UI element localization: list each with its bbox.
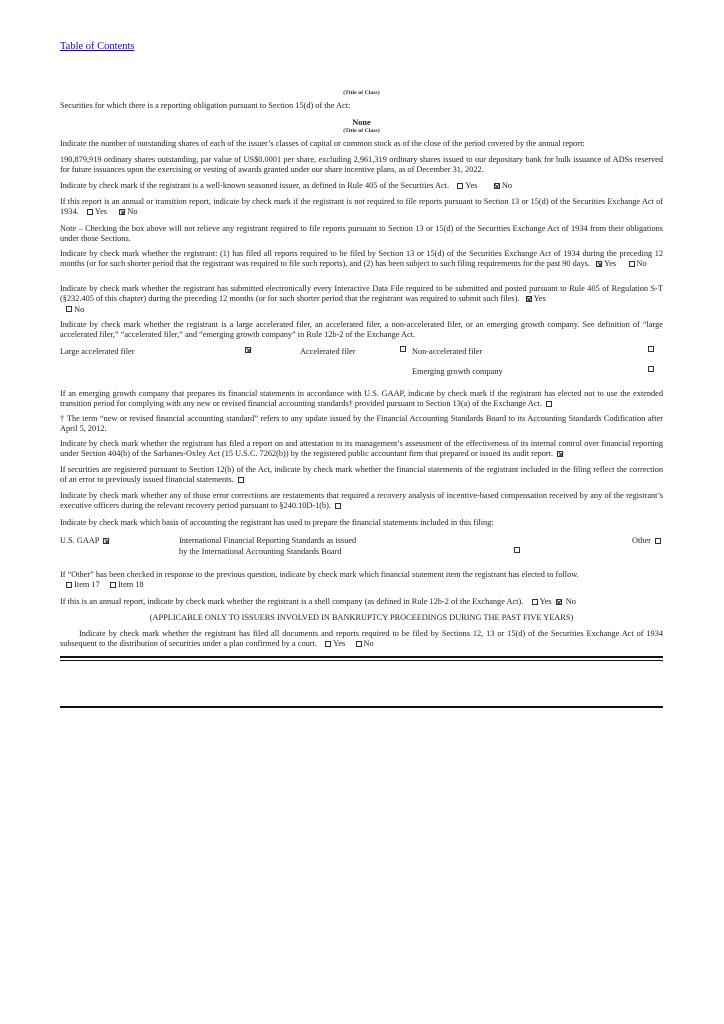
interactive-yes-label: Yes bbox=[533, 294, 546, 304]
section-divider-thick bbox=[60, 656, 663, 658]
restatements-question bbox=[60, 491, 663, 512]
restatements-checkbox[interactable] bbox=[335, 503, 341, 509]
shell-no-label: No bbox=[565, 597, 576, 606]
large-accelerated-filer-checkbox[interactable] bbox=[245, 347, 251, 353]
item17-label: Item 17 bbox=[74, 580, 100, 590]
egc-gaap-checkbox[interactable] bbox=[546, 401, 552, 407]
wksi-yes-label: Yes bbox=[465, 181, 478, 190]
wksi-no-label: No bbox=[501, 181, 513, 190]
wksi-question bbox=[60, 181, 663, 191]
large-accelerated-filer-label: Large accelerated filer bbox=[60, 347, 135, 356]
outstanding-shares-intro: Indicate the number of outstanding shares of each of the issuer’s classes of capital or common stock as of the close of the period covered by the annual report: bbox=[60, 139, 585, 148]
ifrs-label-line1: International Financial Reporting Standards as issued bbox=[179, 536, 357, 545]
non-accelerated-filer-label: Non-accelerated filer bbox=[412, 347, 483, 356]
other-option bbox=[632, 536, 663, 546]
interactive-data-text: Indicate by check mark whether the registrant has submitted electronically every Interactive Data File required to be submitted and posted pursuant to Rule 405 of Regulation S-T (§232.405 of this chapter) during the preceding 12 months (or for such shorter period that the registrant was required to submit such files). bbox=[60, 284, 663, 304]
outstanding-shares-value: 190,879,919 ordinary shares outstanding, par value of US$0.0001 per share, excluding 2,961,319 ordinary shares issued to our depositary bank for bulk issuance of ADSs reserved for future issuances upon the exercising or vesting of awards granted under our share incentive plans, as of December 31, 2022. bbox=[60, 155, 663, 175]
filed-all-no-label: No bbox=[636, 259, 647, 269]
error-correction-question bbox=[60, 465, 663, 486]
other-item-question bbox=[60, 570, 663, 591]
not-required-no-label: No bbox=[127, 207, 138, 217]
shell-company-text: If this is an annual report, indicate by check mark whether the registrant is a shell company (as defined in Rule 12b-2 of the Exchange Act). bbox=[60, 597, 524, 606]
wksi-no-checkbox[interactable] bbox=[494, 183, 500, 189]
shell-yes-label: Yes bbox=[539, 597, 552, 606]
egc-gaap-question bbox=[60, 389, 663, 410]
not-required-question bbox=[60, 197, 663, 218]
emerging-growth-checkbox[interactable] bbox=[648, 366, 654, 372]
wksi-yes-checkbox[interactable] bbox=[457, 183, 463, 189]
not-required-yes-label: Yes bbox=[94, 207, 107, 217]
us-gaap-label: U.S. GAAP bbox=[60, 536, 100, 545]
title-of-class-caption: (Title of Class) bbox=[343, 90, 380, 96]
item17-checkbox[interactable] bbox=[66, 582, 72, 588]
icfr-question bbox=[60, 439, 663, 460]
accelerated-filer-label: Accelerated filer bbox=[300, 347, 356, 356]
not-required-no-checkbox[interactable] bbox=[119, 209, 125, 215]
not-required-text: If this report is an annual or transition report, indicate by check mark if the registrant is not required to file reports pursuant to Section 13 or 15(d) of the Securities Exchange Act of 1934. bbox=[60, 197, 663, 217]
interactive-no-checkbox[interactable] bbox=[66, 306, 72, 312]
not-required-yes-checkbox[interactable] bbox=[87, 209, 93, 215]
error-correction-text: If securities are registered pursuant to Section 12(b) of the Act, indicate by check mark whether the financial statements of the registrant included in the filing reflect the correction of an error to previously issued financial statements. bbox=[60, 465, 663, 485]
ifrs-label-line2: by the International Accounting Standards Board bbox=[179, 547, 342, 556]
bankruptcy-yes-checkbox[interactable] bbox=[325, 641, 331, 647]
other-label: Other bbox=[632, 536, 651, 545]
shell-no-checkbox[interactable] bbox=[556, 599, 562, 605]
section-divider-thin bbox=[60, 660, 663, 661]
bankruptcy-no-checkbox[interactable] bbox=[356, 641, 362, 647]
bankruptcy-text: Indicate by check mark whether the registrant has filed all documents and reports required to be filed by Sections 12, 13 or 15(d) of the Securities Exchange Act of 1934 subsequent to the distribution of securities under a plan confirmed by a court. bbox=[60, 629, 663, 649]
note-paragraph: Note – Checking the box above will not relieve any registrant required to file reports pursuant to Section 13 or 15(d) of the Securities Exchange Act of 1934 from their obligations under those Sections. bbox=[60, 224, 663, 244]
interactive-data-question bbox=[60, 284, 663, 315]
interactive-yes-checkbox[interactable] bbox=[526, 296, 532, 302]
title-of-class-caption-2: (Title of Class) bbox=[343, 128, 380, 134]
icfr-checkbox[interactable] bbox=[557, 451, 563, 457]
us-gaap-option bbox=[60, 536, 111, 546]
bankruptcy-no-label: No bbox=[363, 639, 374, 649]
egc-gaap-text: If an emerging growth company that prepares its financial statements in accordance with U.S. GAAP, indicate by check mark if the registrant has elected not to use the extended transition period for complying with any new or revised financial accounting standards† provided pursuant to Section 13(a) of the Exchange Act. bbox=[60, 389, 663, 409]
non-accelerated-filer-checkbox[interactable] bbox=[648, 346, 654, 352]
shell-yes-checkbox[interactable] bbox=[532, 599, 538, 605]
other-checkbox[interactable] bbox=[655, 538, 661, 544]
filed-all-no-checkbox[interactable] bbox=[629, 261, 635, 267]
error-correction-checkbox[interactable] bbox=[238, 477, 244, 483]
us-gaap-checkbox[interactable] bbox=[103, 538, 109, 544]
emerging-growth-label: Emerging growth company bbox=[412, 367, 503, 376]
table-of-contents-link[interactable]: Table of Contents bbox=[60, 41, 135, 52]
other-item-text: If “Other” has been checked in response to the previous question, indicate by check mark which financial statement item the registrant has elected to follow. bbox=[60, 570, 579, 579]
filed-all-yes-label: Yes bbox=[604, 259, 617, 269]
restatements-text: Indicate by check mark whether any of those error corrections are restatements that required a recovery analysis of incentive-based compensation received by any of the registrant’s executive officers during the relevant recovery period pursuant to §240.10D-1(b). bbox=[60, 491, 663, 511]
bankruptcy-question bbox=[60, 629, 663, 650]
page-footer-rule bbox=[60, 706, 663, 708]
interactive-no-label: No bbox=[74, 304, 85, 314]
bankruptcy-yes-label: Yes bbox=[333, 639, 346, 649]
filed-all-text: Indicate by check mark whether the registrant: (1) has filed all reports required to be filed by Section 13 or 15(d) of the Securities Exchange Act of 1934 during the preceding 12 months (or for such shorter period that the registrant was required to file such reports), and (2) has been subject to such filing requirements for the past 90 days. bbox=[60, 249, 663, 269]
filer-status-intro: Indicate by check mark whether the registrant is a large accelerated filer, an accelerated filer, a non-accelerated filer, or an emerging growth company. See definition of “large accelerated filer,” “accelerated filer,” and “emerging growth company” in Rule 12b-2 of the Exchange Act. bbox=[60, 320, 663, 340]
none-value: None bbox=[352, 118, 371, 127]
section-15d-label: Securities for which there is a reporting obligation pursuant to Section 15(d) of the Act: bbox=[60, 101, 351, 110]
filed-all-yes-checkbox[interactable] bbox=[596, 261, 602, 267]
icfr-text: Indicate by check mark whether the registrant has filed a report on and attestation to its management’s assessment of the effectiveness of its internal control over financial reporting under Section 404(b) of the Sarbanes-Oxley Act (15 U.S.C. 7262(b)) by the registered public accountant firm that prepared or issued its audit report. bbox=[60, 439, 663, 459]
bankruptcy-heading: (APPLICABLE ONLY TO ISSUERS INVOLVED IN BANKRUPTCY PROCEEDINGS DURING THE PAST FIVE YEARS) bbox=[149, 613, 574, 622]
filed-all-question bbox=[60, 249, 663, 270]
wksi-text: Indicate by check mark if the registrant is a well-known seasoned issuer, as defined in Rule 405 of the Securities Act. bbox=[60, 181, 450, 190]
item18-label: Item 18 bbox=[118, 580, 144, 590]
item18-checkbox[interactable] bbox=[110, 582, 116, 588]
accelerated-filer-checkbox[interactable] bbox=[400, 346, 406, 352]
basis-intro: Indicate by check mark which basis of accounting the registrant has used to prepare the financial statements included in this filing: bbox=[60, 518, 494, 527]
footnote-paragraph: † The term “new or revised financial accounting standard” refers to any update issued by the Financial Accounting Standards Board to its Accounting Standards Codification after April 5, 2012. bbox=[60, 414, 663, 434]
ifrs-checkbox[interactable] bbox=[514, 547, 520, 553]
shell-company-question bbox=[60, 597, 663, 607]
